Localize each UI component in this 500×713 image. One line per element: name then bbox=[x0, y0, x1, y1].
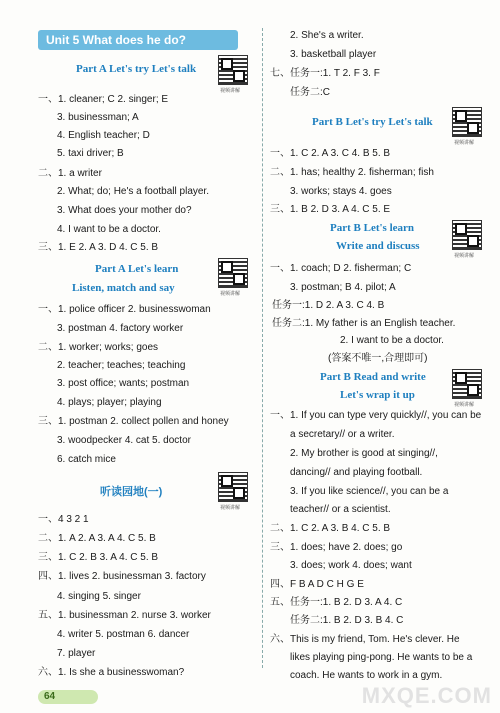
answer-line: 3. does; work 4. does; want bbox=[290, 560, 412, 571]
answer-line: 二、1. worker; works; goes bbox=[38, 342, 159, 353]
answer-line: 3. If you like science//, you can be a bbox=[290, 486, 449, 497]
answer-line: coach. He wants to work in a gym. bbox=[290, 670, 443, 681]
qr-code-icon[interactable] bbox=[218, 472, 248, 502]
qr-caption: 视频讲解 bbox=[454, 140, 475, 146]
answer-line: 3. post office; wants; postman bbox=[57, 378, 190, 389]
answer-line: 一、1. If you can type very quickly//, you can be bbox=[270, 410, 482, 421]
answer-line: 二、1. has; healthy 2. fisherman; fish bbox=[270, 167, 434, 178]
answer-line: 三、1. C 2. B 3. A 4. C 5. B bbox=[38, 552, 159, 563]
answer-line: 六、1. Is she a businesswoman? bbox=[38, 667, 185, 678]
answer-line: a secretary// or a writer. bbox=[290, 429, 395, 440]
answer-line: 7. player bbox=[57, 648, 96, 659]
answer-line: 一、4 3 2 1 bbox=[38, 514, 89, 525]
answer-line: likes playing ping-pong. He wants to be a bbox=[290, 652, 473, 663]
qr-code-icon[interactable] bbox=[218, 55, 248, 85]
answer-line: 二、1. C 2. A 3. B 4. C 5. B bbox=[270, 523, 391, 534]
section-heading-part-b-try-talk: Part B Let's try Let's talk bbox=[312, 116, 433, 128]
answer-line: 3. postman; B 4. pilot; A bbox=[290, 282, 396, 293]
answer-line: 一、1. police officer 2. businesswoman bbox=[38, 304, 211, 315]
answer-line: 4. English teacher; D bbox=[57, 130, 150, 141]
answer-line: 五、1. businessman 2. nurse 3. worker bbox=[38, 610, 211, 621]
answer-line: 任务二:1. My father is an English teacher. bbox=[272, 318, 456, 329]
answer-line: 二、1. A 2. A 3. A 4. C 5. B bbox=[38, 533, 156, 544]
answer-line: dancing// and playing football. bbox=[290, 467, 423, 478]
unit-title: Unit 5 What does he do? bbox=[46, 33, 186, 47]
answer-line: 2. teacher; teaches; teaching bbox=[57, 360, 186, 371]
section-heading-part-a-try-talk: Part A Let's try Let's talk bbox=[76, 63, 197, 75]
qr-code-icon[interactable] bbox=[452, 220, 482, 250]
qr-caption: 视频讲解 bbox=[220, 505, 241, 511]
answer-line: 五、任务一:1. B 2. D 3. A 4. C bbox=[270, 597, 403, 608]
answer-line: 一、1. C 2. A 3. C 4. B 5. B bbox=[270, 148, 391, 159]
section-heading-part-a-learn: Part A Let's learn bbox=[95, 263, 179, 275]
answer-line: 3. postman 4. factory worker bbox=[57, 323, 184, 334]
qr-code-icon[interactable] bbox=[218, 258, 248, 288]
column-divider bbox=[262, 28, 263, 668]
answer-line: 4. plays; player; playing bbox=[57, 397, 162, 408]
answer-line: 3. What does your mother do? bbox=[57, 205, 192, 216]
page-number: 64 bbox=[44, 691, 56, 702]
qr-caption: 视频讲解 bbox=[220, 88, 241, 94]
answer-line: 5. taxi driver; B bbox=[57, 148, 124, 159]
watermark: MXQE.COM bbox=[361, 683, 492, 708]
answer-line: 2. I want to be a doctor. bbox=[340, 335, 444, 346]
answer-line: 4. singing 5. singer bbox=[57, 591, 141, 602]
answer-line: 3. businessman; A bbox=[57, 112, 139, 123]
answer-line: 任务一:1. D 2. A 3. C 4. B bbox=[272, 300, 385, 311]
answer-line: 七、任务一:1. T 2. F 3. F bbox=[270, 68, 380, 79]
answer-line: 四、F B A D C H G E bbox=[270, 579, 364, 590]
answer-line: 二、1. a writer bbox=[38, 168, 102, 179]
qr-code-icon[interactable] bbox=[452, 369, 482, 399]
section-heading-listening-garden: 听读园地(一) bbox=[100, 486, 163, 498]
qr-caption: 视频讲解 bbox=[454, 402, 475, 408]
answer-line: 3. basketball player bbox=[290, 49, 377, 60]
answer-line: 任务二:1. B 2. D 3. B 4. C bbox=[290, 615, 404, 626]
answer-line: 6. catch mice bbox=[57, 454, 116, 465]
answer-line: teacher// or a scientist. bbox=[290, 504, 391, 515]
answer-line: 六、This is my friend, Tom. He's clever. He bbox=[270, 634, 460, 645]
qr-caption: 视频讲解 bbox=[454, 253, 475, 259]
answer-line: 4. writer 5. postman 6. dancer bbox=[57, 629, 190, 640]
answer-line: 三、1. B 2. D 3. A 4. C 5. E bbox=[270, 204, 391, 215]
answer-line: 2. My brother is good at singing//, bbox=[290, 448, 438, 459]
answer-line: 一、1. coach; D 2. fisherman; C bbox=[270, 263, 412, 274]
page-number-badge bbox=[38, 690, 98, 704]
qr-code-icon[interactable] bbox=[452, 107, 482, 137]
section-subheading-write-discuss: Write and discuss bbox=[336, 240, 420, 252]
unit-title-bar bbox=[38, 30, 238, 50]
section-heading-part-b-read-write: Part B Read and write bbox=[320, 371, 426, 383]
answer-line: 一、1. cleaner; C 2. singer; E bbox=[38, 94, 169, 105]
answer-line: 三、1. postman 2. collect pollen and honey bbox=[38, 416, 229, 427]
answer-line: 3. woodpecker 4. cat 5. doctor bbox=[57, 435, 191, 446]
answer-line: 3. works; stays 4. goes bbox=[290, 186, 392, 197]
answer-line: 三、1. does; have 2. does; go bbox=[270, 542, 403, 553]
section-subheading-wrap-up: Let's wrap it up bbox=[340, 389, 415, 401]
answer-line: 2. She's a writer. bbox=[290, 30, 364, 41]
answer-line: 4. I want to be a doctor. bbox=[57, 224, 161, 235]
answer-line: 三、1. E 2. A 3. D 4. C 5. B bbox=[38, 242, 159, 253]
section-subheading-listen-match: Listen, match and say bbox=[72, 282, 175, 294]
answer-line: 四、1. lives 2. businessman 3. factory bbox=[38, 571, 206, 582]
answer-line: 2. What; do; He's a football player. bbox=[57, 186, 209, 197]
section-heading-part-b-learn: Part B Let's learn bbox=[330, 222, 415, 234]
answer-line: (答案不唯一,合理即可) bbox=[328, 353, 428, 364]
qr-caption: 视频讲解 bbox=[220, 291, 241, 297]
answer-line: 任务二:C bbox=[290, 87, 330, 98]
